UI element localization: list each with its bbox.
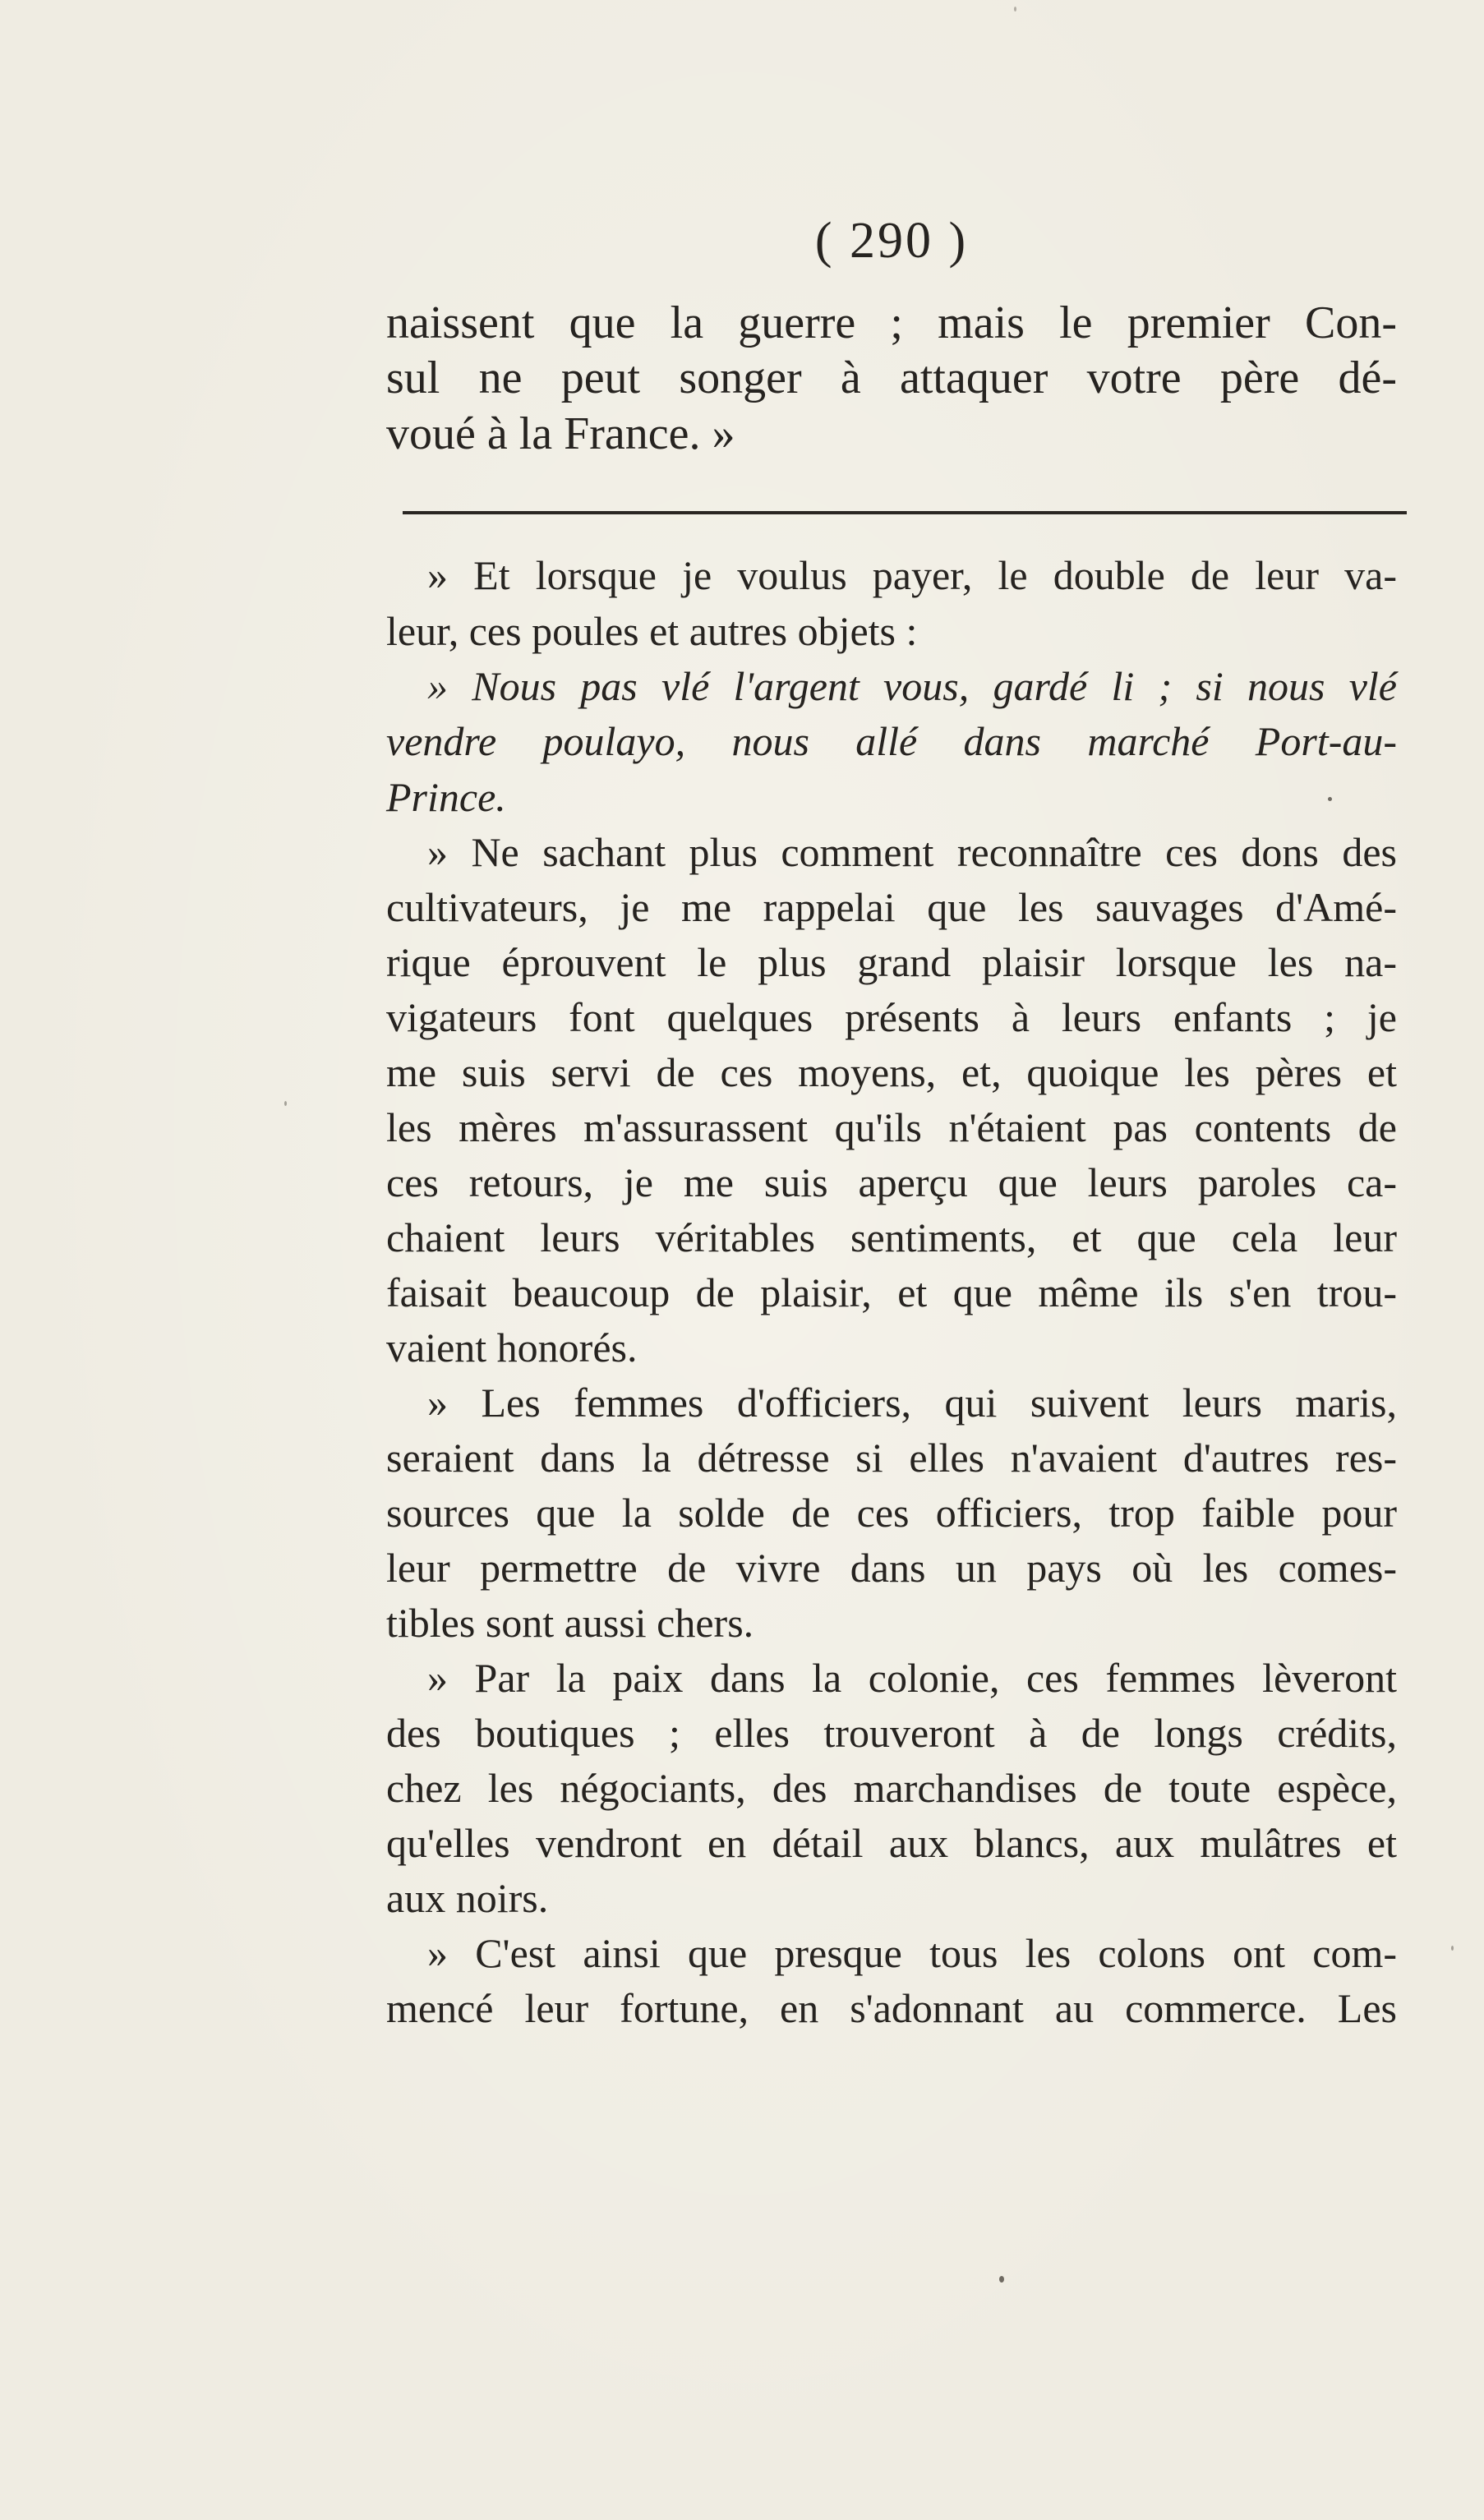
text-line: » Et lorsque je voulus payer, le double de leur va- bbox=[427, 552, 1397, 598]
paper-speck bbox=[999, 2276, 1004, 2283]
text-line: seraient dans la détresse si elles n'avaient d'autres res- bbox=[386, 1435, 1397, 1481]
text-line: sources que la solde de ces officiers, trop faible pour bbox=[386, 1490, 1397, 1536]
text-line: » Les femmes d'officiers, qui suivent leurs maris, bbox=[427, 1380, 1397, 1426]
text-line: Prince. bbox=[386, 774, 506, 820]
text-line: rique éprouvent le plus grand plaisir lorsque les na- bbox=[386, 939, 1397, 985]
paper-speck bbox=[1328, 797, 1332, 801]
text-line: » Par la paix dans la colonie, ces femmes lèveront bbox=[427, 1655, 1397, 1701]
text-line: vigateurs font quelques présents à leurs enfants ; je bbox=[386, 994, 1397, 1040]
text-line: » Nous pas vlé l'argent vous, gardé li ; si nous vlé bbox=[427, 663, 1397, 709]
text-line: cultivateurs, je me rappelai que les sauvages d'Amé- bbox=[386, 884, 1397, 930]
section-rule bbox=[403, 511, 1407, 514]
text-line: voué à la France. » bbox=[386, 408, 735, 459]
text-line: faisait beaucoup de plaisir, et que même ils s'en trou- bbox=[386, 1269, 1397, 1315]
text-line: mencé leur fortune, en s'adonnant au commerce. Les bbox=[386, 1985, 1397, 2031]
text-line: me suis servi de ces moyens, et, quoique les pères et bbox=[386, 1049, 1397, 1095]
text-line: » Ne sachant plus comment reconnaître ces dons des bbox=[427, 829, 1397, 875]
text-line: leur, ces poules et autres objets : bbox=[386, 608, 918, 654]
text-line: vendre poulayo, nous allé dans marché Port-au- bbox=[386, 718, 1397, 764]
text-line: » C'est ainsi que presque tous les colons ont com- bbox=[427, 1930, 1397, 1976]
page-number: ( 290 ) bbox=[814, 213, 969, 269]
text-line: naissent que la guerre ; mais le premier Con- bbox=[386, 297, 1397, 348]
paper-speck bbox=[1451, 1946, 1454, 1951]
text-line: aux noirs. bbox=[386, 1875, 549, 1921]
text-line: leur permettre de vivre dans un pays où les comes- bbox=[386, 1545, 1397, 1591]
text-line: les mères m'assurassent qu'ils n'étaient pas contents de bbox=[386, 1104, 1397, 1150]
text-line: ces retours, je me suis aperçu que leurs paroles ca- bbox=[386, 1159, 1397, 1205]
text-line: vaient honorés. bbox=[386, 1324, 638, 1371]
text-line: des boutiques ; elles trouveront à de longs crédits, bbox=[386, 1710, 1397, 1756]
text-line: tibles sont aussi chers. bbox=[386, 1600, 754, 1646]
text-line: chez les négociants, des marchandises de toute espèce, bbox=[386, 1765, 1397, 1811]
paper-speck bbox=[284, 1101, 287, 1106]
text-line: chaient leurs véritables sentiments, et que cela leur bbox=[386, 1214, 1397, 1260]
text-line: sul ne peut songer à attaquer votre père dé- bbox=[386, 352, 1397, 403]
text-line: qu'elles vendront en détail aux blancs, aux mulâtres et bbox=[386, 1820, 1397, 1866]
paper-speck bbox=[1014, 7, 1016, 12]
